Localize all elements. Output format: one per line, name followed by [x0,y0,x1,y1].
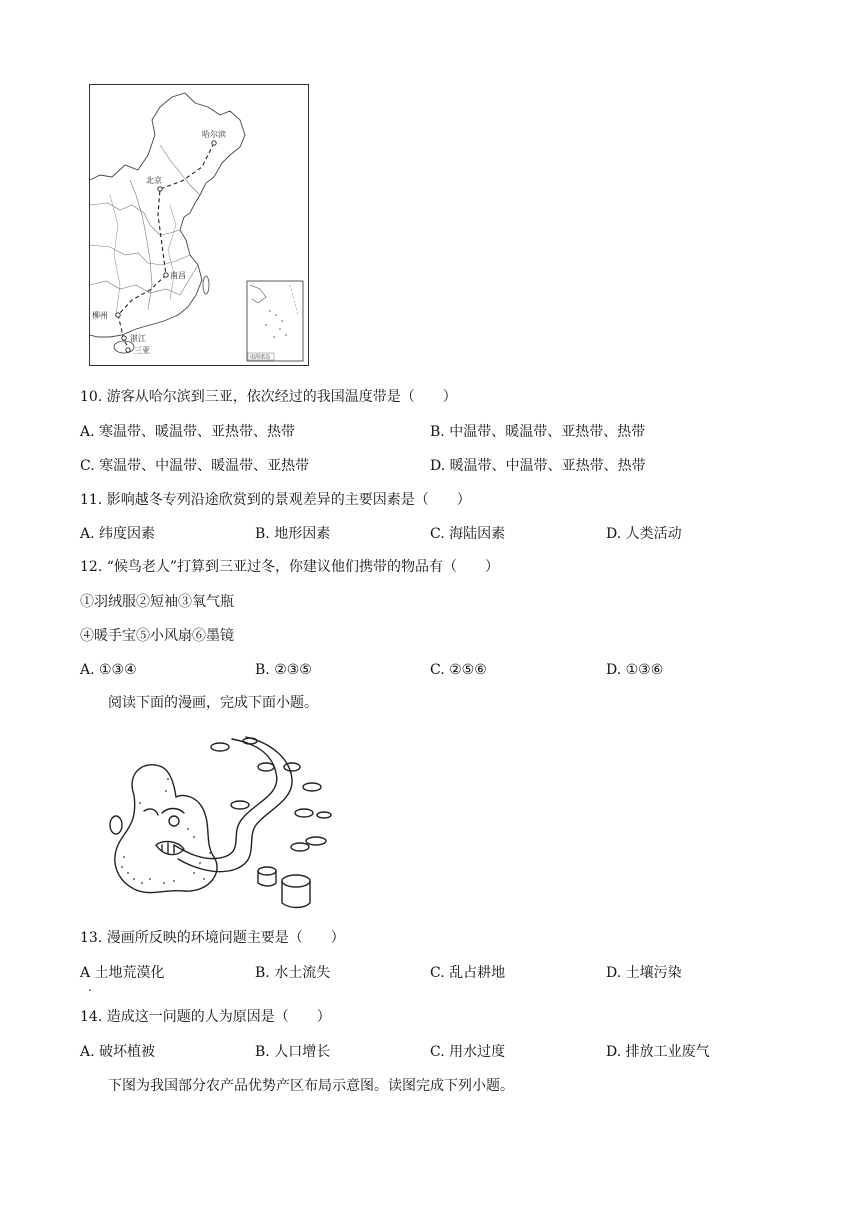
face-teeth [162,843,174,853]
tree-stump [295,809,313,817]
q11-option-b[interactable]: B. 地形因素 [255,526,331,542]
q14-option-b[interactable]: B. 人口增长 [255,1044,331,1060]
map2-intro: 下图为我国部分农产品优势产区布局示意图。读图完成下列小题。 [108,1078,514,1094]
sanya-marker [126,348,130,352]
q12-items-line1: ①羽绒服②短袖③氧气瓶 [80,594,234,610]
province-border [110,195,120,315]
tree-stump [258,867,276,875]
province-border [90,265,198,295]
q14-option-c[interactable]: C. 用水过度 [430,1044,506,1060]
beijing-label: 北京 [146,176,162,185]
inset-label: 南海诸岛 [250,354,271,361]
river-left-bank [174,739,277,859]
q13-option-c[interactable]: C. 乱占耕地 [430,965,506,981]
zhanjiang-marker [122,336,126,340]
zhanjiang-label: 湛江 [130,334,146,343]
china-route-map [89,84,309,366]
tree-stump [317,812,331,818]
erosion-cartoon-svg [104,733,336,913]
taiwan-island [203,276,209,294]
q13-option-a-dot: . [88,980,92,994]
face-ear [110,816,122,834]
erosion-cartoon [104,733,336,913]
tree-stump [243,738,257,744]
q14-option-d[interactable]: D. 排放工业废气 [606,1044,710,1060]
q11-option-a[interactable]: A. 纬度因素 [80,526,156,542]
q13-option-b[interactable]: B. 水土流失 [255,965,331,981]
q12-option-d[interactable]: D. ①③⑥ [606,662,664,678]
q14-option-a[interactable]: A. 破坏植被 [80,1044,156,1060]
face-eye [169,816,179,826]
q11-option-c[interactable]: C. 海陆因素 [430,526,506,542]
q10-stem: 10. 游客从哈尔滨到三亚，依次经过的我国温度带是（ ） [80,389,457,405]
face-brow [162,809,184,814]
q10-option-c[interactable]: C. 寒温带、中温带、暖温带、亚热带 [80,458,310,474]
q11-option-d[interactable]: D. 人类活动 [606,526,682,542]
china-route-map-svg [90,85,308,365]
q12-stem: 12. “候鸟老人”打算到三亚过冬，你建议他们携带的物品有（ ） [80,559,500,575]
tree-stump [211,743,229,751]
province-border [168,205,176,300]
train-route-line [118,143,214,347]
tree-stump [231,801,249,809]
province-border [90,245,190,265]
q12-option-b[interactable]: B. ②③⑤ [255,662,312,678]
q10-option-a[interactable]: A. 寒温带、暖温带、亚热带、热带 [80,424,296,440]
q13-option-d[interactable]: D. 土壤污染 [606,965,682,981]
south-china-sea-inset [247,281,303,361]
tree-stump [291,843,309,851]
liuzhou-marker [116,313,120,317]
harbin-marker [212,141,216,145]
tree-stump [303,783,321,791]
tree-stump [306,837,326,845]
sanya-label: 三亚 [134,346,150,355]
liuzhou-label: 柳州 [92,311,108,320]
q12-option-a[interactable]: A. ①③④ [80,662,137,678]
q12-option-c[interactable]: C. ②⑤⑥ [430,662,487,678]
q14-stem: 14. 造成这一问题的人为原因是（ ） [80,1009,331,1025]
q13-stem: 13. 漫画所反映的环境问题主要是（ ） [80,930,345,946]
face-outline [115,765,217,893]
nanchang-marker [164,273,168,277]
q12-items-line2: ④暖手宝⑤小风扇⑥墨镜 [80,628,234,644]
tree-stump [284,763,300,771]
q10-option-d[interactable]: D. 暖温带、中温带、亚热带、热带 [430,458,646,474]
cartoon-intro: 阅读下面的漫画，完成下面小题。 [108,695,318,711]
harbin-label: 哈尔滨 [202,130,226,139]
province-border [90,203,180,235]
q13-option-a[interactable]: A 土地荒漠化 [80,965,165,981]
nanchang-label: 南昌 [170,271,186,280]
tree-stump-large [282,875,310,887]
river-right-bank [178,737,292,872]
tree-stump [258,763,274,771]
q10-option-b[interactable]: B. 中温带、暖温带、亚热带、热带 [430,424,646,440]
beijing-marker [158,187,162,191]
q11-stem: 11. 影响越冬专列沿途欣赏到的景观差异的主要因素是（ ） [80,492,471,508]
face-brow-2 [144,809,158,815]
province-border [160,145,200,195]
